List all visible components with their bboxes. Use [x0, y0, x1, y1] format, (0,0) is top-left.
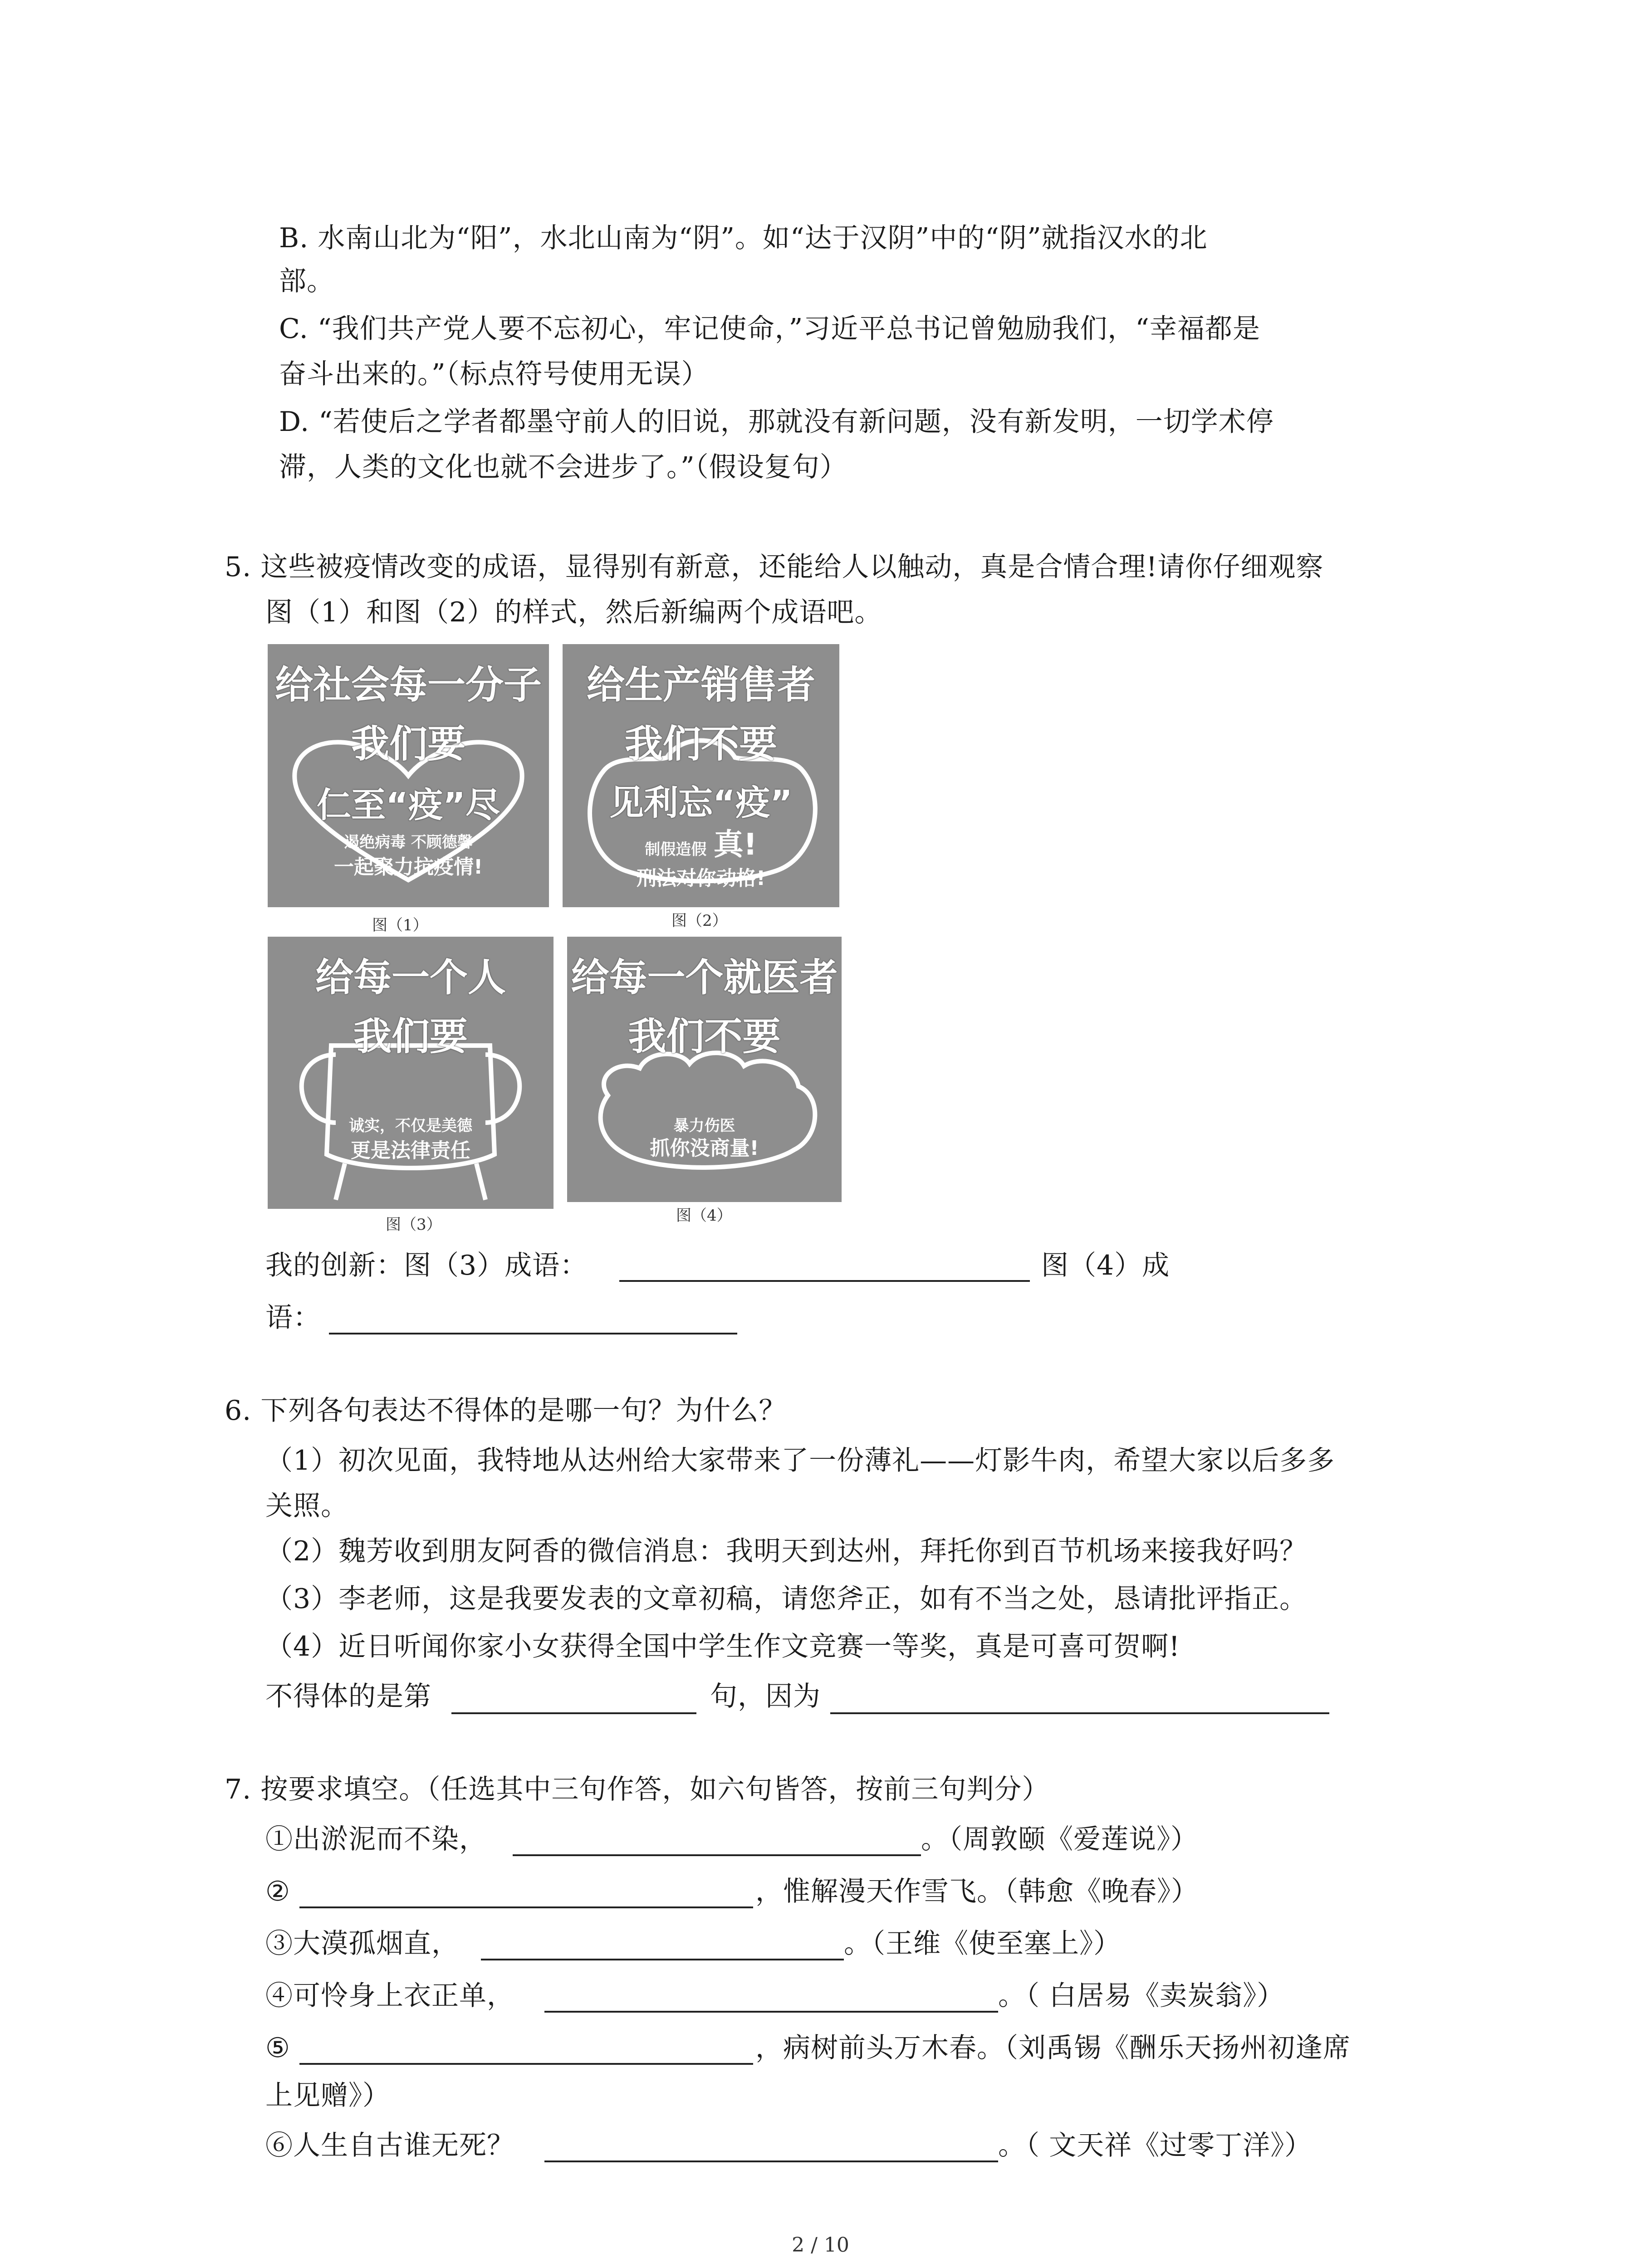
option-d-line1: D. “若使后之学者都墨守前人的旧说，那就没有新问题，没有新发明，一切学术停 [279, 406, 1274, 438]
poster-2-line1: 给生产销售者 [586, 663, 815, 707]
poster-1-caption: 图（1） [372, 916, 428, 934]
poem-item-5-blank[interactable] [299, 2063, 753, 2065]
poem-item-6-prefix: ⑥人生自古谁无死？ [265, 2130, 514, 2161]
question-6-sentence-1-line1: （1）初次见面，我特地从达州给大家带来了一份薄礼——灯影牛肉，希望大家以后多多 [265, 1445, 1335, 1476]
question-5-answer-prefix: 我的创新：图（3）成语： [265, 1250, 588, 1281]
poem-item-2-blank[interactable] [299, 1906, 753, 1908]
poem-item-3-blank[interactable] [481, 1959, 844, 1960]
poster-1-line2: 我们要 [351, 722, 465, 766]
poster-4-line2: 我们不要 [628, 1014, 781, 1059]
poster-4-caption: 图（4） [676, 1207, 732, 1225]
option-c-line1: C. “我们共产党人要不忘初心，牢记使命，”习近平总书记曾勉励我们，“幸福都是 [279, 313, 1260, 345]
question-5-answer-figure4: 图（4）成 [1041, 1250, 1170, 1281]
option-c-line2: 奋斗出来的。”（标点符号使用无误） [279, 358, 709, 390]
option-b-line2: 部。 [279, 265, 334, 297]
poem-item-5-source-cont: 上见赠》） [265, 2080, 390, 2112]
question-6-sentence-2: （2）魏芳收到朋友阿香的微信消息：我明天到达州，拜托你到百节机场来接我好吗？ [265, 1535, 1308, 1567]
poem-item-6-source: 。（ 文天祥《过零丁洋》） [998, 2130, 1313, 2161]
poem-item-4-prefix: ④可怜身上衣正单， [265, 1980, 514, 2012]
poem-item-6-blank[interactable] [544, 2160, 998, 2162]
poster-3-caption: 图（3） [386, 1216, 442, 1234]
poster-2-small-text: 制假造假 [645, 841, 707, 859]
poster-figure-4 [567, 937, 842, 1202]
poster-2-caption: 图（2） [671, 912, 728, 930]
poster-4-small-text: 暴力伤医 [673, 1117, 735, 1135]
poster-1-slogan: 一起聚力抗疫情! [333, 855, 483, 879]
poem-item-4-source: 。（ 白居易《卖炭翁》） [998, 1980, 1285, 2012]
poster-3-line2: 我们要 [353, 1014, 468, 1059]
poster-figure-2 [563, 644, 839, 907]
question-6-answer-reason-label: 句，因为 [710, 1681, 821, 1712]
poem-item-3-source: 。（王维《使至塞上》） [844, 1928, 1121, 1960]
question-6-sentence-number-blank[interactable] [451, 1712, 696, 1714]
poster-2-small-row [563, 827, 839, 862]
figure-3-idiom-blank[interactable] [619, 1280, 1030, 1282]
poster-3-small-text: 诚实，不仅是美德 [349, 1117, 472, 1135]
question-5-answer-line2: 语： [265, 1302, 321, 1334]
poem-item-5-prefix: ⑤ [265, 2032, 290, 2064]
poster-4-line1: 给每一个就医者 [571, 955, 838, 1000]
poem-item-4-blank[interactable] [544, 2011, 998, 2013]
poster-1-line1: 给社会每一分子 [274, 663, 542, 707]
poster-figure-1 [268, 644, 549, 907]
poem-item-1-prefix: ①出淤泥而不染， [265, 1823, 487, 1855]
poem-item-1-blank[interactable] [513, 1854, 921, 1856]
question-6-sentence-1-line2: 关照。 [265, 1490, 348, 1522]
question-5-stem-line2: 图（1）和图（2）的样式，然后新编两个成语吧。 [265, 596, 882, 628]
poster-4-slogan: 抓你没商量! [650, 1137, 759, 1160]
poem-item-3-prefix: ③大漠孤烟直， [265, 1928, 459, 1960]
poster-2-slogan: 刑法对你动格! [636, 867, 766, 890]
poster-figure-3 [268, 937, 554, 1209]
page-number: 2 / 10 [792, 2234, 849, 2257]
question-6-answer-prefix: 不得体的是第 [265, 1681, 431, 1712]
poem-item-2-source: ，惟解漫天作雪飞。（韩愈《晚春》） [755, 1876, 1199, 1907]
poster-2-idiom: 见利忘“疫” [609, 782, 793, 823]
question-5-stem-line1: 5. 这些被疫情改变的成语，显得别有新意，还能给人以触动，真是合情合理!请你仔细观察 [225, 551, 1324, 583]
figure-4-idiom-blank[interactable] [329, 1333, 737, 1334]
question-6-stem: 6. 下列各句表达不得体的是哪一句？为什么？ [225, 1395, 787, 1427]
poster-3-line1: 给每一个人 [315, 955, 506, 1000]
question-6-sentence-3: （3）李老师，这是我要发表的文章初稿，请您斧正，如有不当之处，恳请批评指正。 [265, 1583, 1308, 1615]
question-7-stem: 7. 按要求填空。（任选其中三句作答，如六句皆答，按前三句判分） [225, 1774, 1050, 1805]
poster-2-line2: 我们不要 [624, 722, 777, 766]
question-6-reason-blank[interactable] [830, 1712, 1329, 1714]
option-b-line1: B. 水南山北为“阳”，水北山南为“阴”。如“达于汉阴”中的“阴”就指汉水的北 [279, 222, 1208, 254]
question-6-sentence-4: （4）近日听闻你家小女获得全国中学生作文竞赛一等奖，真是可喜可贺啊! [265, 1631, 1181, 1662]
poem-item-1-source: 。（周敦颐《爱莲说》） [921, 1823, 1198, 1855]
option-d-line2: 滞，人类的文化也就不会进步了。”（假设复句） [279, 451, 847, 483]
poster-1-small-text: 遏绝病毒 不顾德馨 [344, 833, 473, 851]
poster-3-slogan: 更是法律责任 [351, 1139, 470, 1162]
poem-item-2-prefix: ② [265, 1876, 290, 1907]
poem-item-5-source: ，病树前头万木春。（刘禹锡《酬乐天扬州初逢席 [755, 2032, 1351, 2064]
poster-1-idiom: 仁至“疫”尽 [317, 785, 500, 825]
poster-2-emphasis: 真! [713, 827, 757, 862]
